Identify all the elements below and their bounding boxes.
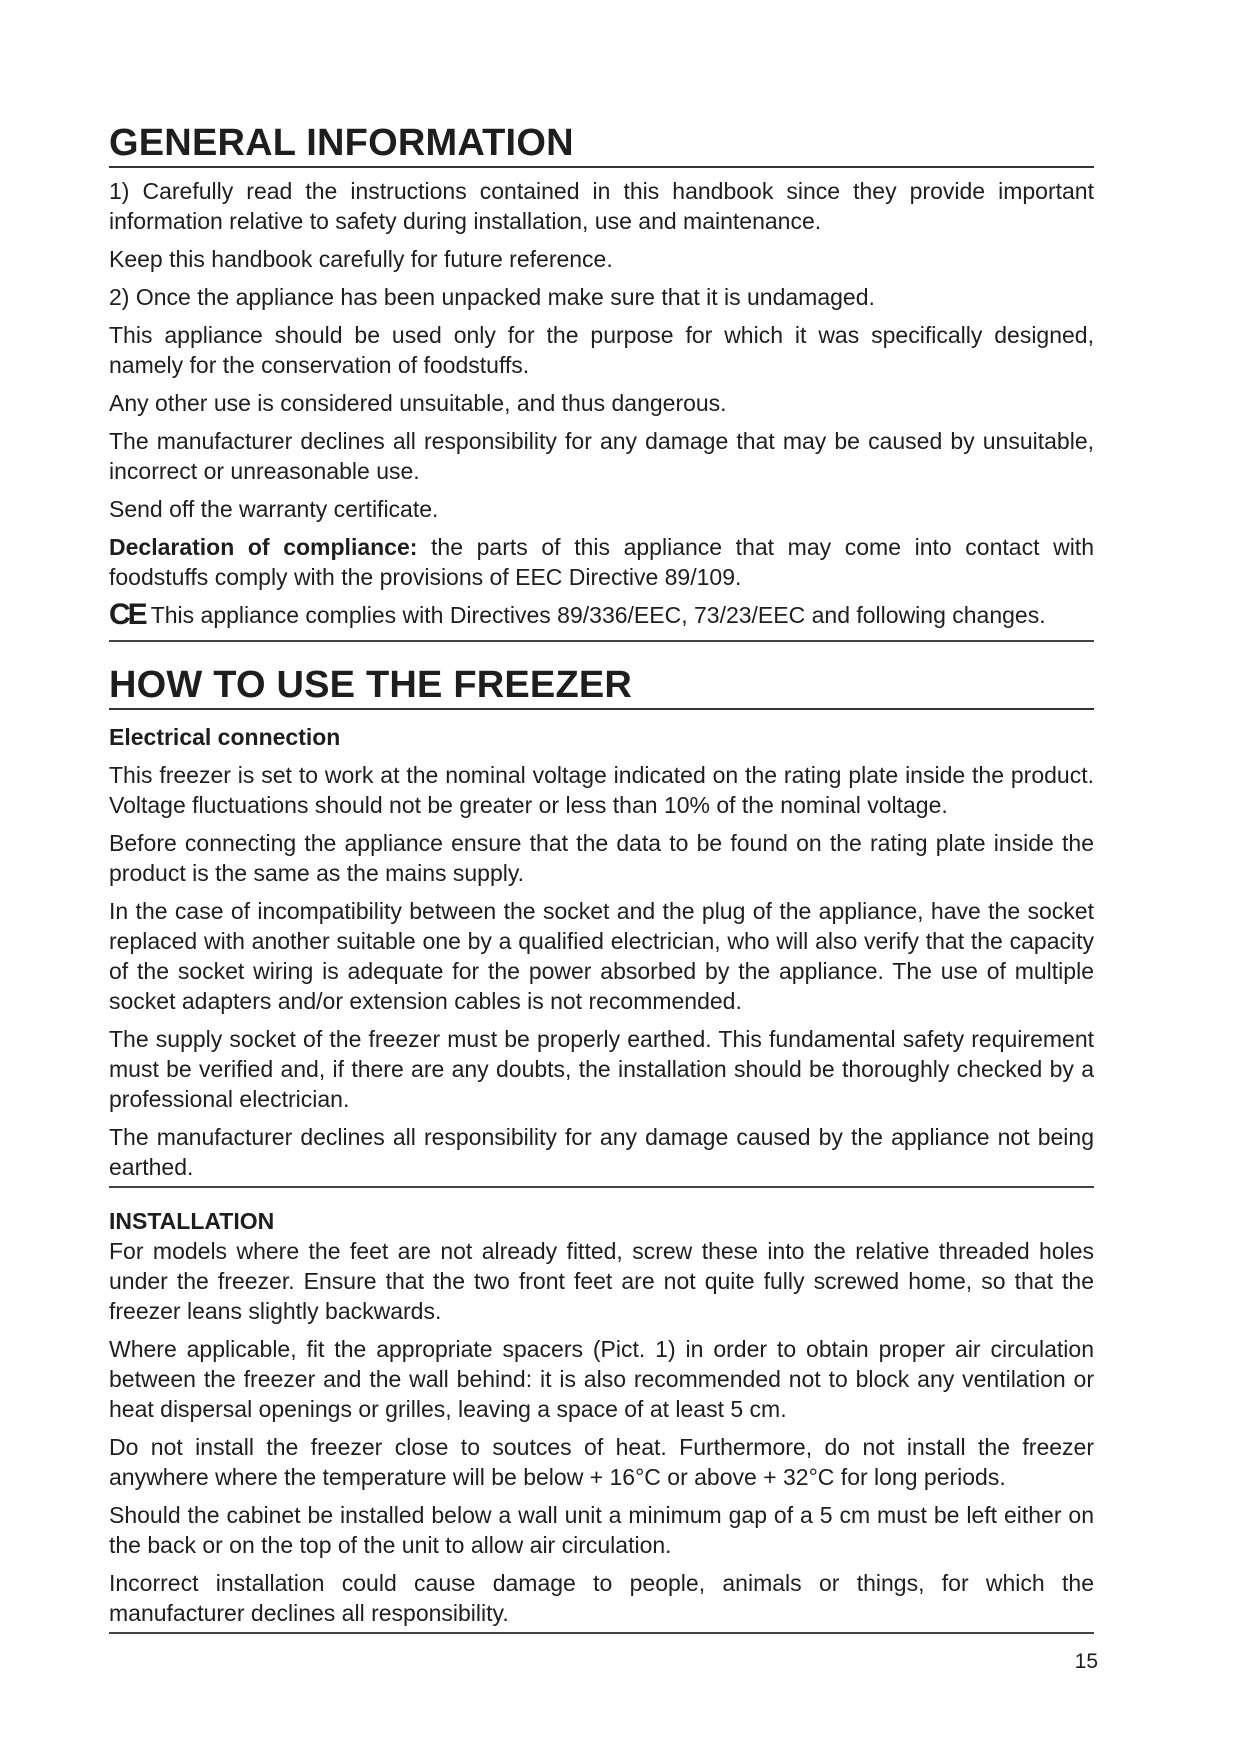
ce-text: This appliance complies with Directives 89/336/EEC, 73/23/EEC and following changes.	[150, 602, 1046, 628]
paragraph: The supply socket of the freezer must be properly earthed. This fundamental safety requirement must be verified and, if there are any doubts, the installation should be thoroughly checked by a professional electrician.	[109, 1026, 1094, 1112]
installation-section	[109, 1236, 1094, 1628]
paragraph: 2) Once the appliance has been unpacked make sure that it is undamaged.	[109, 284, 875, 310]
ce-mark-icon: CE	[109, 598, 145, 631]
installation-heading: INSTALLATION	[109, 1208, 275, 1234]
general-information-section	[109, 176, 1094, 630]
compliance-paragraph	[109, 532, 1094, 592]
paragraph: Incorrect installation could cause damage to people, animals or things, for which the manufacturer declines all responsibility.	[109, 1570, 1094, 1626]
paragraph: This freezer is set to work at the nominal voltage indicated on the rating plate inside the product. Voltage fluctuations should not be greater or less than 10% of the nominal voltage.	[109, 762, 1094, 818]
section-divider	[109, 1186, 1094, 1188]
paragraph: The manufacturer declines all responsibility for any damage that may be caused by unsuitable, incorrect or unreasonable use.	[109, 428, 1094, 484]
paragraph: Send off the warranty certificate.	[109, 496, 439, 522]
paragraph: In the case of incompatibility between the socket and the plug of the appliance, have the socket replaced with another suitable one by a qualified electrician, who will also verify that the capacity of the socket wiring is adequate for the power absorbed by the appliance. The use of multiple socket adapters and/or extension cables is not recommended.	[109, 898, 1094, 1014]
freezer-heading: HOW TO USE THE FREEZER	[109, 664, 1094, 710]
compliance-text: the parts of this appliance that may come into contact with foodstuffs comply with the provisions of EEC Directive 89/109.	[109, 534, 1094, 590]
paragraph: 1) Carefully read the instructions contained in this handbook since they provide important information relative to safety during installation, use and maintenance.	[109, 178, 1094, 234]
page-number: 15	[1074, 1650, 1098, 1673]
paragraph: Where applicable, fit the appropriate spacers (Pict. 1) in order to obtain proper air circulation between the freezer and the wall behind: it is also recommended not to block any ventilation or heat dispersal openings or grilles, leaving a space of at least 5 cm.	[109, 1336, 1094, 1422]
page-content	[109, 122, 1094, 1634]
paragraph: Before connecting the appliance ensure that the data to be found on the rating plate inside the product is the same as the mains supply.	[109, 830, 1094, 886]
paragraph: This appliance should be used only for the purpose for which it was specifically designed, namely for the conservation of foodstuffs.	[109, 322, 1094, 378]
compliance-label: Declaration of compliance:	[109, 534, 418, 560]
paragraph: For models where the feet are not already fitted, screw these into the relative threaded holes under the freezer. Ensure that the two front feet are not quite fully screwed home, so that the freezer leans slightly backwards.	[109, 1238, 1094, 1324]
section-divider	[109, 1632, 1094, 1634]
electrical-section	[109, 722, 1094, 1182]
electrical-connection-heading: Electrical connection	[109, 724, 341, 750]
paragraph: Do not install the freezer close to soutces of heat. Furthermore, do not install the freezer anywhere where the temperature will be below + 16°C or above + 32°C for long periods.	[109, 1434, 1094, 1490]
paragraph: Keep this handbook carefully for future reference.	[109, 246, 613, 272]
paragraph: Should the cabinet be installed below a wall unit a minimum gap of a 5 cm must be left either on the back or on the top of the unit to allow air circulation.	[109, 1502, 1094, 1558]
general-information-heading: GENERAL INFORMATION	[109, 122, 1094, 168]
paragraph: The manufacturer declines all responsibility for any damage caused by the appliance not being earthed.	[109, 1124, 1094, 1180]
ce-paragraph	[109, 600, 1094, 630]
paragraph: Any other use is considered unsuitable, and thus dangerous.	[109, 390, 727, 416]
section-divider	[109, 640, 1094, 642]
